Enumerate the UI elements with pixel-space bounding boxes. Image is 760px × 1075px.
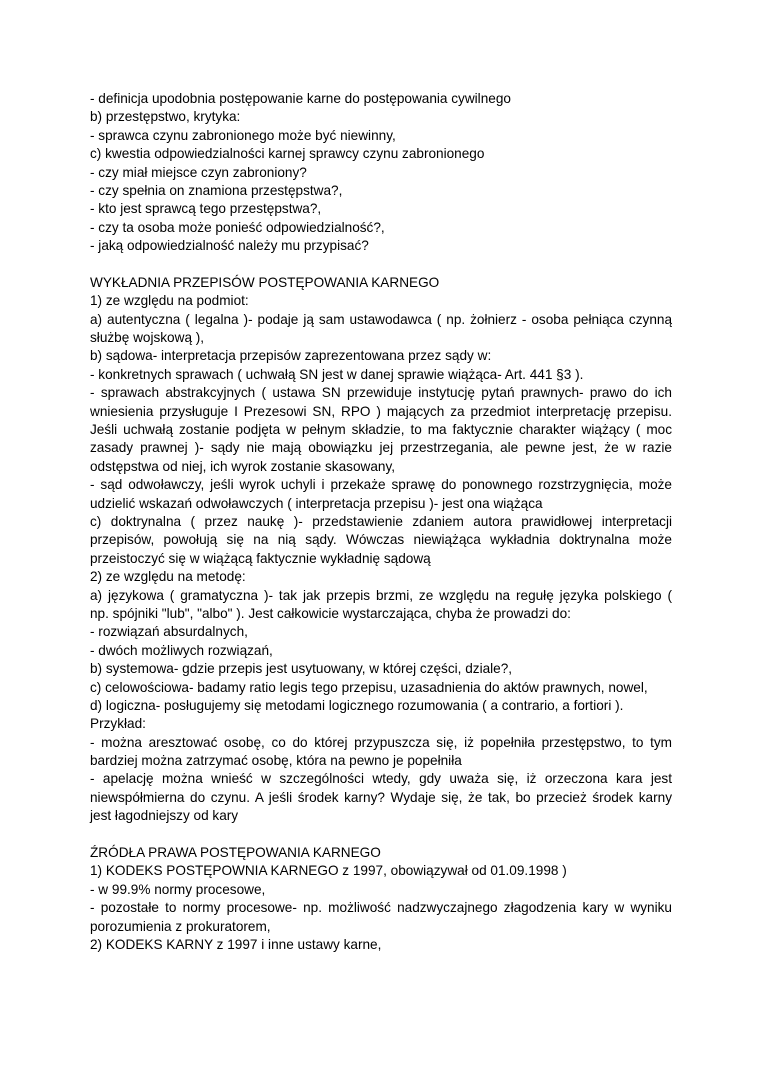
text-line: 2) ze względu na metodę:: [90, 569, 246, 585]
text-line: - można aresztować osobę, co do której przypuszcza się, iż popełniła przestępstwo, to tym: [90, 734, 672, 750]
text-line: Jeśli uchwałą zostanie podjęta w pełnym składzie, to ma faktycznie charakter wiążący ( moc: [90, 422, 672, 438]
text-line: - definicja upodobnia postępowanie karne do postępowania cywilnego: [90, 91, 511, 106]
text-line: - dwóch możliwych rozwiązań,: [90, 642, 273, 658]
text-line: ŹRÓDŁA PRAWA POSTĘPOWANIA KARNEGO: [90, 845, 381, 861]
text-line: służbę wojskową ),: [90, 330, 205, 346]
text-line: b) sądowa- interpretacja przepisów zaprezentowana przez sądy w:: [90, 348, 492, 364]
text-line: - czy miał miejsce czyn zabroniony?: [90, 164, 307, 180]
text-line: wniesienia przysługuje I Prezesowi SN, RPO ) mających za przedmiot interpretację przepisu.: [90, 403, 672, 419]
text-line: a) językowa ( gramatyczna )- tak jak przepis brzmi, ze względu na regułę języka polskiego (: [90, 587, 672, 603]
text-line: b) przestępstwo, krytyka:: [90, 109, 241, 125]
text-line: d) logiczna- posługujemy się metodami logicznego rozumowania ( a contrario, a fortiori ).: [90, 697, 624, 713]
text-line: WYKŁADNIA PRZEPISÓW POSTĘPOWANIA KARNEGO: [90, 274, 440, 290]
text-line: porozumienia z prokuratorem,: [90, 918, 271, 934]
text-line: 2) KODEKS KARNY z 1997 i inne ustawy karne,: [90, 936, 382, 952]
text-line: - sąd odwoławczy, jeśli wyrok uchyli i przekaże sprawę do ponownego rozstrzygnięcia, może: [90, 477, 672, 493]
text-line: jest łagodniejszy od kary: [90, 808, 239, 824]
text-line: - sprawca czynu zabronionego może być niewinny,: [90, 127, 396, 143]
text-line: np. spójniki "lub", "albo" ). Jest całkowicie wystarczająca, chyba że prowadzi do:: [90, 605, 571, 621]
text-line: bardziej można zatrzymać osobę, która na pewno je popełniła: [90, 753, 462, 769]
blank-line: [90, 826, 672, 844]
text-line: c) kwestia odpowiedzialności karnej sprawcy czynu zabronionego: [90, 146, 485, 162]
blank-line: [90, 256, 672, 274]
text-line: c) celowościowa- badamy ratio legis tego przepisu, uzasadnienia do aktów prawnych, nowel,: [90, 679, 648, 695]
text-line: udzielić wskazań odwoławczych ( interpretacja przepisu )- jest ona wiążąca: [90, 495, 543, 511]
text-line: - konkretnych sprawach ( uchwałą SN jest w danej sprawie wiążąca- Art. 441 §3 ).: [90, 366, 584, 382]
text-line: niewspółmierna do czynu. A jeśli środek karny? Wydaje się, że tak, bo przecież środek karny: [90, 789, 672, 805]
text-line: zasady prawnej )- sądy nie mają obowiązku jej przestrzegania, ale pewne jest, że w razie: [90, 440, 672, 456]
text-line: b) systemowa- gdzie przepis jest usytuowany, w której części, dziale?,: [90, 661, 513, 677]
text-line: - sprawach abstrakcyjnych ( ustawa SN przewiduje instytucję pytań prawnych- prawo do ich: [90, 385, 672, 401]
text-line: - czy spełnia on znamiona przestępstwa?,: [90, 182, 343, 198]
text-line: - rozwiązań absurdalnych,: [90, 624, 248, 640]
text-line: - w 99.9% normy procesowe,: [90, 881, 266, 897]
text-line: a) autentyczna ( legalna )- podaje ją sam ustawodawca ( np. żołnierz - osoba pełniąca czynną: [90, 311, 672, 327]
text-line: 1) ze względu na podmiot:: [90, 293, 249, 309]
text-line: przeistoczyć się w wiążącą faktycznie wykładnię sądową: [90, 550, 431, 566]
text-line: c) doktrynalna ( przez naukę )- przedstawienie zdaniem autora prawidłowej interpretacji: [90, 513, 672, 529]
text-line: 1) KODEKS POSTĘPOWNIA KARNEGO z 1997, obowiązywał od 01.09.1998 ): [90, 863, 567, 879]
text-line: przepisów, powołują się na nią sądy. Wówczas niewiążąca wykładnia doktrynalna może: [90, 532, 672, 548]
text-line: - pozostałe to normy procesowe- np. możliwość nadzwyczajnego złagodzenia kary w wyniku: [90, 900, 672, 916]
document-page: [90, 90, 672, 954]
text-line: - jaką odpowiedzialność należy mu przypisać?: [90, 238, 369, 254]
text-line: Przykład:: [90, 716, 146, 732]
text-line: odstępstwa od niej, ich wyrok zostanie skasowany,: [90, 458, 396, 474]
text-line: - kto jest sprawcą tego przestępstwa?,: [90, 201, 322, 217]
text-line: - apelację można wnieść w szczególności wtedy, gdy uważa się, iż orzeczona kara jest: [90, 771, 672, 787]
text-line: - czy ta osoba może ponieść odpowiedzialność?,: [90, 219, 385, 235]
